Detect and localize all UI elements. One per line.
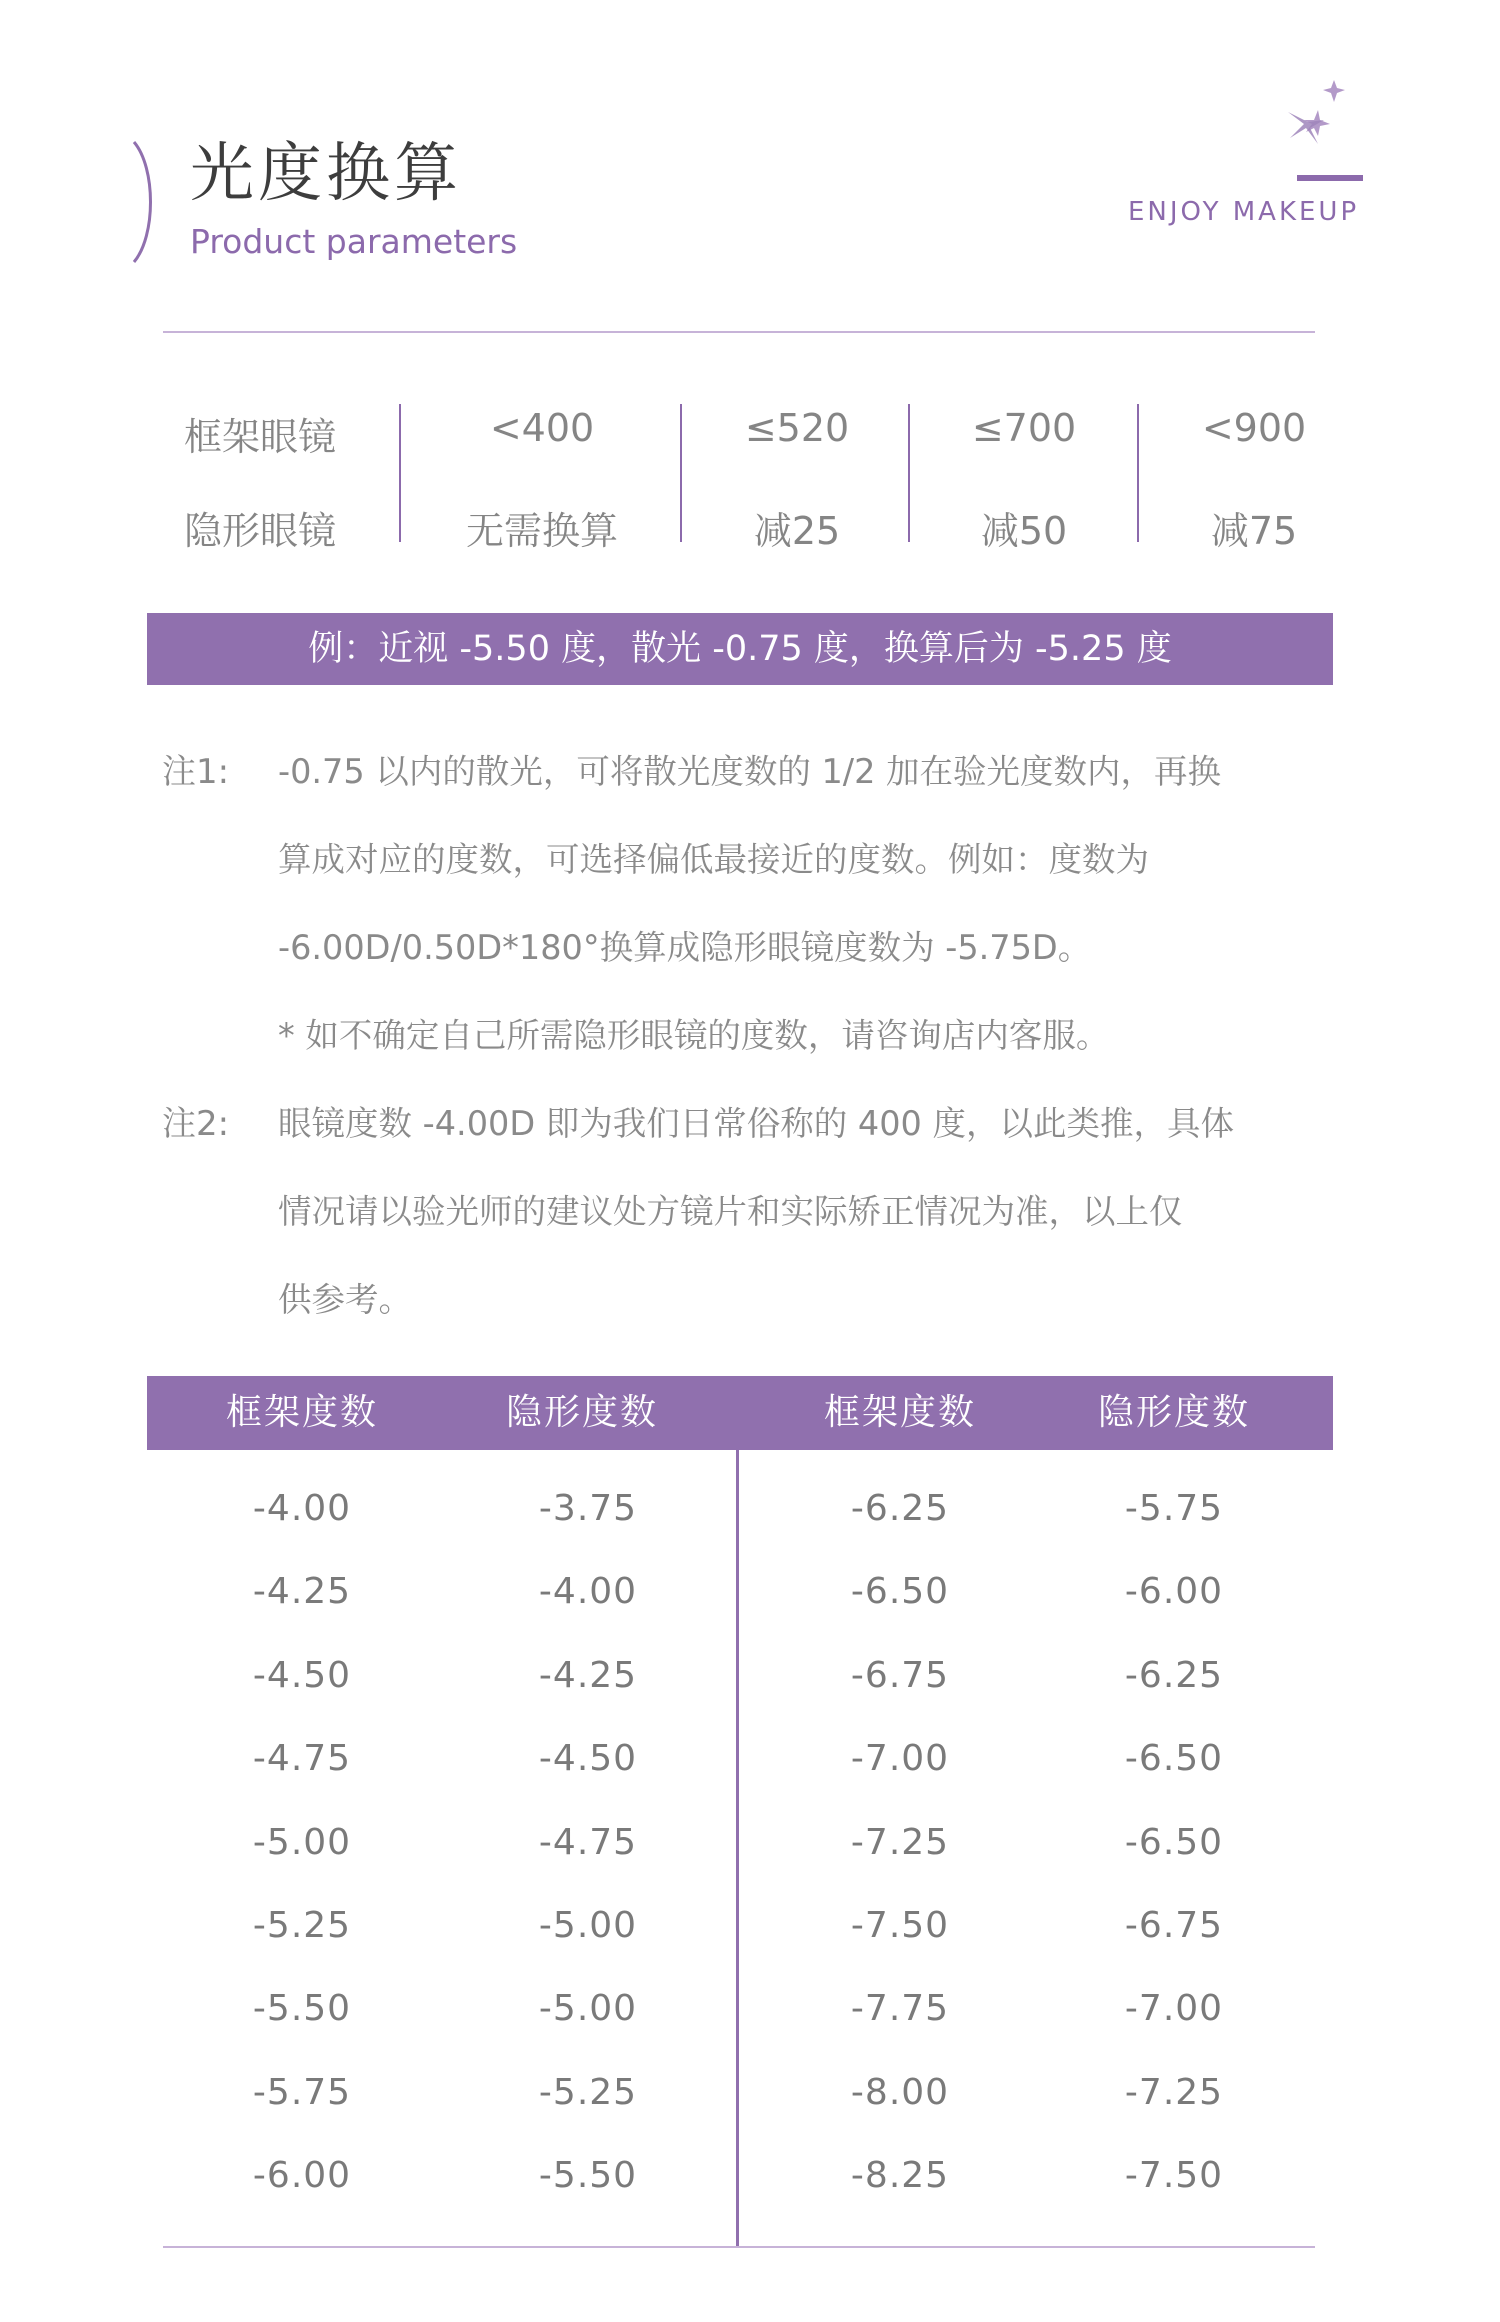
table-cell: -4.75 (538, 1821, 638, 1863)
table-cell: -5.75 (252, 2071, 352, 2113)
brand-label: ENJOY MAKEUP (1128, 197, 1360, 227)
table-cell: -6.00 (252, 2155, 352, 2197)
note-line: 算成对应的度数，可选择偏低最接近的度数。例如：度数为 (278, 840, 1149, 879)
table-cell: -6.75 (1124, 1905, 1224, 1946)
contact-value: 减75 (1210, 509, 1298, 553)
table-cell: -5.75 (1124, 1488, 1224, 1529)
note-line: * 如不确定自己所需隐形眼镜的度数，请咨询店内客服。 (278, 1016, 1110, 1055)
table-cell: -7.50 (1124, 2155, 1224, 2197)
table-cell: -6.25 (1124, 1654, 1224, 1696)
frame-value: ≤520 (744, 406, 850, 450)
frame-value: <900 (1201, 406, 1307, 450)
note-line: 供参考。 (278, 1280, 412, 1319)
page-subtitle: Product parameters (190, 222, 518, 261)
table-cell: -4.00 (252, 1488, 352, 1529)
table-cell: -7.00 (1124, 1988, 1224, 2030)
table-cell: -4.75 (252, 1738, 352, 1780)
table-cell: -5.25 (538, 2071, 638, 2113)
note-line: 情况请以验光师的建议处方镜片和实际矫正情况为准，以上仅 (278, 1192, 1183, 1231)
contact-value: 减50 (980, 509, 1068, 553)
contact-value: 无需换算 (465, 509, 619, 553)
table-cell: -4.25 (538, 1654, 638, 1696)
table-cell: -5.00 (538, 1905, 638, 1946)
table-cell: -6.75 (850, 1654, 950, 1696)
table-cell: -5.00 (252, 1821, 352, 1863)
title-bracket-decoration (130, 140, 160, 264)
table-cell: -5.25 (252, 1905, 352, 1946)
column-header: 隐形度数 (505, 1392, 659, 1433)
table-cell: -4.00 (538, 1571, 638, 1613)
table-cell: -6.50 (1124, 1738, 1224, 1780)
note-label: 注1: (162, 752, 230, 792)
table-cell: -5.50 (252, 1988, 352, 2030)
column-header: 隐形度数 (1097, 1392, 1251, 1433)
frame-value: ≤700 (971, 406, 1077, 450)
table-cell: -4.50 (252, 1654, 352, 1696)
table-cell: -5.50 (538, 2155, 638, 2197)
table-cell: -7.25 (850, 1821, 950, 1863)
table-cell: -7.50 (850, 1905, 950, 1946)
example-banner (147, 613, 1333, 685)
table-cell: -8.25 (850, 2155, 950, 2197)
table-cell: -6.50 (850, 1571, 950, 1613)
brand-accent-bar (1297, 175, 1363, 181)
note-line: -0.75 以内的散光，可将散光度数的 1/2 加在验光度数内，再换 (278, 752, 1222, 791)
divider (163, 2246, 1315, 2248)
column-separator (1137, 404, 1139, 542)
sparkle-icon (1270, 72, 1360, 162)
frame-value: <400 (489, 406, 595, 450)
table-cell: -4.50 (538, 1738, 638, 1780)
table-cell: -6.25 (850, 1488, 950, 1529)
table-cell: -7.75 (850, 1988, 950, 2030)
table-cell: -7.00 (850, 1738, 950, 1780)
page-title: 光度换算 (190, 137, 462, 211)
note-label: 注2: (162, 1104, 230, 1144)
contact-value: 减25 (753, 509, 841, 553)
example-text: 例：近视 -5.50 度，散光 -0.75 度，换算后为 -5.25 度 (308, 629, 1172, 669)
column-separator (908, 404, 910, 542)
note-line: -6.00D/0.50D*180°换算成隐形眼镜度数为 -5.75D。 (278, 928, 1092, 967)
column-header: 框架度数 (823, 1392, 977, 1433)
table-cell: -7.25 (1124, 2071, 1224, 2113)
note-line: 眼镜度数 -4.00D 即为我们日常俗称的 400 度，以此类推，具体 (278, 1104, 1235, 1143)
table-cell: -6.50 (1124, 1821, 1224, 1863)
table-cell: -5.00 (538, 1988, 638, 2030)
table-cell: -8.00 (850, 2071, 950, 2113)
column-separator (680, 404, 682, 542)
row-label-contact-lens: 隐形眼镜 (183, 509, 337, 553)
column-header: 框架度数 (225, 1392, 379, 1433)
column-separator (399, 404, 401, 542)
table-cell: -4.25 (252, 1571, 352, 1613)
table-center-divider (736, 1376, 739, 2246)
divider (163, 331, 1315, 333)
table-cell: -6.00 (1124, 1571, 1224, 1613)
row-label-frame-glasses: 框架眼镜 (183, 415, 337, 459)
table-cell: -3.75 (538, 1488, 638, 1529)
